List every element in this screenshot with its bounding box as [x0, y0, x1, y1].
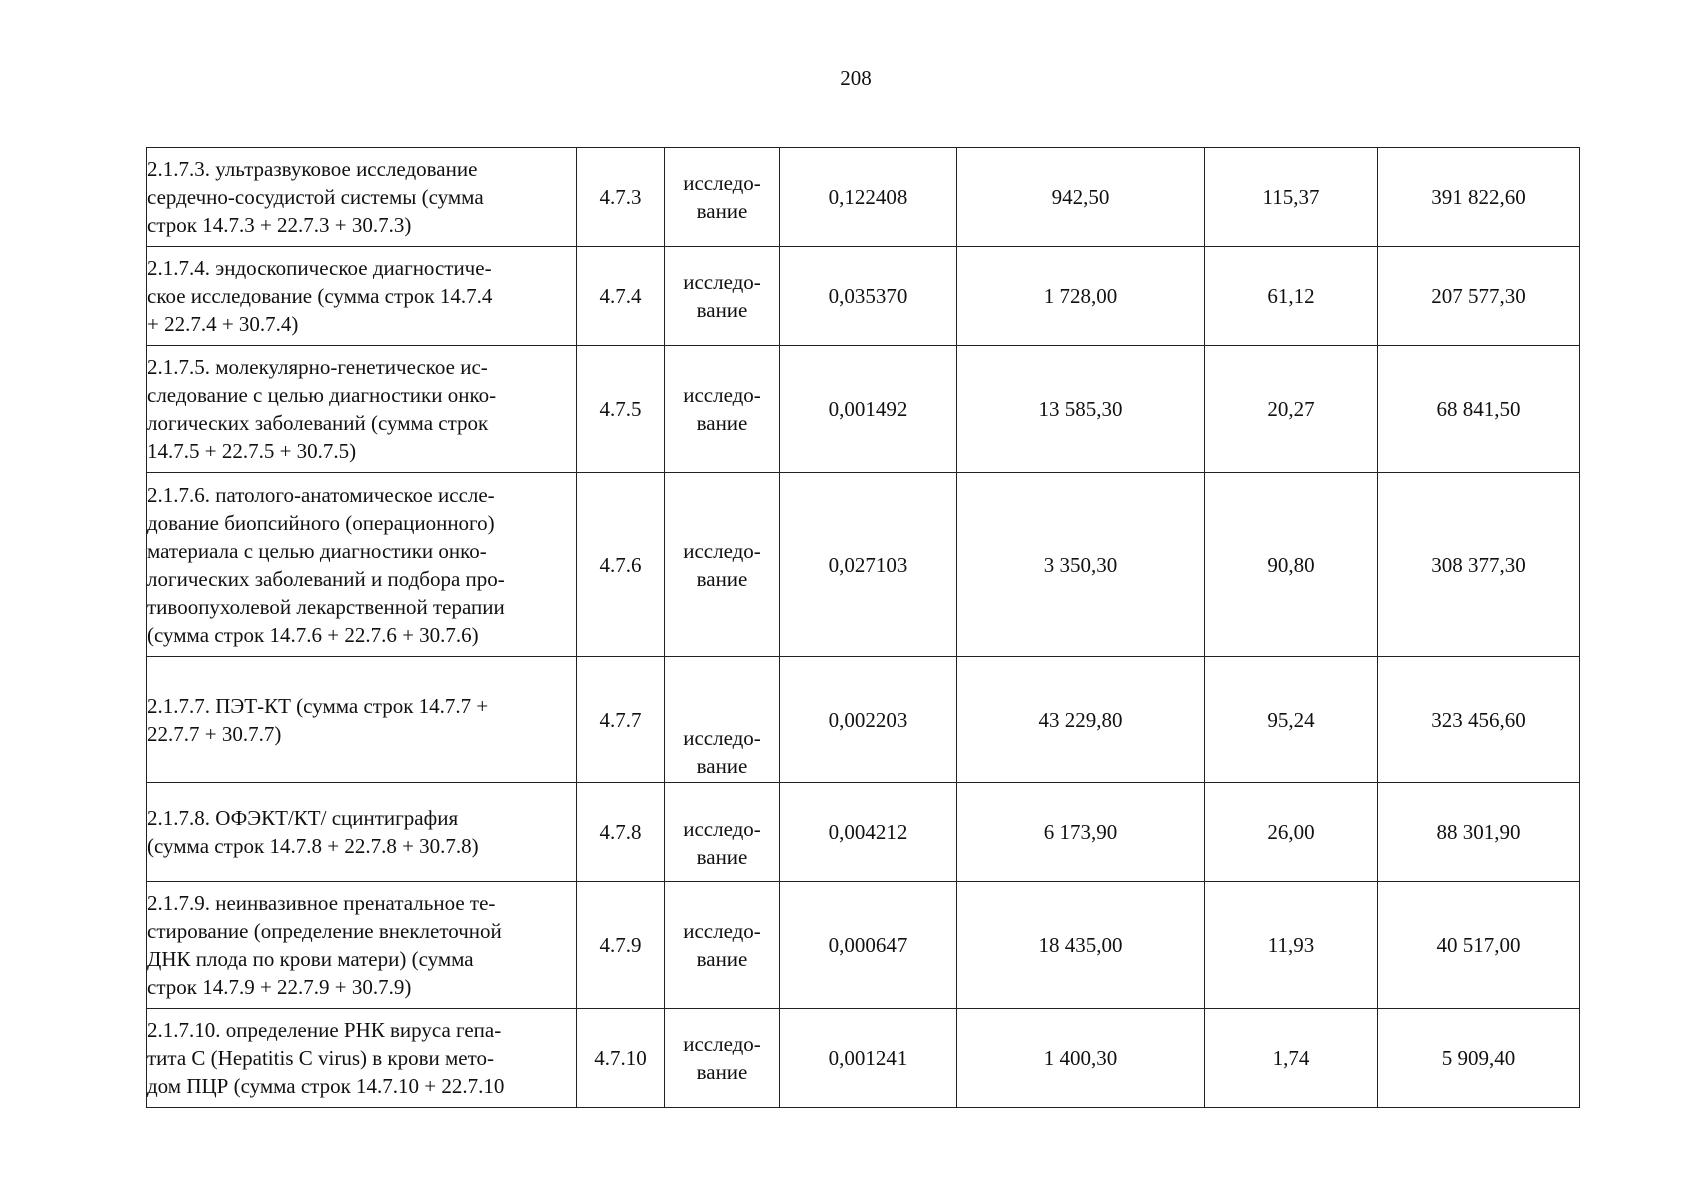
- row-code: 4.7.9: [577, 882, 665, 1009]
- row-unit: исследо- вание: [665, 1009, 780, 1108]
- row-total: 391 822,60: [1378, 148, 1580, 247]
- row-unit: исследо- вание: [665, 882, 780, 1009]
- row-rate: 0,027103: [780, 473, 957, 657]
- row-cost: 43 229,80: [957, 657, 1205, 783]
- row-per-capita: 90,80: [1205, 473, 1378, 657]
- table-row: [147, 783, 1580, 882]
- row-description: 2.1.7.8. ОФЭКТ/КТ/ сцинтиграфия (сумма строк 14.7.8 + 22.7.8 + 30.7.8): [147, 783, 577, 882]
- row-unit: исследо- вание: [665, 473, 780, 657]
- row-per-capita: 26,00: [1205, 783, 1378, 882]
- row-unit: исследо- вание: [665, 657, 780, 783]
- row-code: 4.7.6: [577, 473, 665, 657]
- row-cost: 1 728,00: [957, 247, 1205, 346]
- row-rate: 0,004212: [780, 783, 957, 882]
- row-unit: исследо- вание: [665, 346, 780, 473]
- row-unit: исследо- вание: [665, 247, 780, 346]
- row-total: 207 577,30: [1378, 247, 1580, 346]
- row-description: 2.1.7.9. неинвазивное пренатальное те- стирование (определение внеклеточной ДНК плода по крови матери) (сумма строк 14.7.9 + 22.7.9 + 30.7.9): [147, 882, 577, 1009]
- table-row: [147, 1009, 1580, 1108]
- row-rate: 0,035370: [780, 247, 957, 346]
- row-per-capita: 95,24: [1205, 657, 1378, 783]
- row-description: 2.1.7.3. ультразвуковое исследование сердечно-сосудистой системы (сумма строк 14.7.3 + 22.7.3 + 30.7.3): [147, 148, 577, 247]
- row-cost: 1 400,30: [957, 1009, 1205, 1108]
- table-row: [147, 657, 1580, 783]
- row-total: 323 456,60: [1378, 657, 1580, 783]
- row-total: 5 909,40: [1378, 1009, 1580, 1108]
- row-code: 4.7.8: [577, 783, 665, 882]
- page-number: 208: [840, 66, 872, 90]
- row-code: 4.7.10: [577, 1009, 665, 1108]
- data-table: [146, 147, 1580, 1108]
- row-rate: 0,002203: [780, 657, 957, 783]
- row-unit: исследо- вание: [665, 783, 780, 882]
- row-cost: 3 350,30: [957, 473, 1205, 657]
- row-unit: исследо- вание: [665, 148, 780, 247]
- table-row: [147, 247, 1580, 346]
- row-description: 2.1.7.5. молекулярно-генетическое ис- следование с целью диагностики онко- логических заболеваний (сумма строк 14.7.5 + 22.7.5 + 30.7.5): [147, 346, 577, 473]
- row-cost: 13 585,30: [957, 346, 1205, 473]
- row-per-capita: 20,27: [1205, 346, 1378, 473]
- row-cost: 942,50: [957, 148, 1205, 247]
- row-rate: 0,122408: [780, 148, 957, 247]
- table-row: [147, 473, 1580, 657]
- row-code: 4.7.4: [577, 247, 665, 346]
- table-row: [147, 346, 1580, 473]
- row-total: 88 301,90: [1378, 783, 1580, 882]
- row-rate: 0,000647: [780, 882, 957, 1009]
- row-total: 308 377,30: [1378, 473, 1580, 657]
- table-row: [147, 882, 1580, 1009]
- row-per-capita: 1,74: [1205, 1009, 1378, 1108]
- row-rate: 0,001492: [780, 346, 957, 473]
- row-total: 40 517,00: [1378, 882, 1580, 1009]
- row-code: 4.7.3: [577, 148, 665, 247]
- row-per-capita: 115,37: [1205, 148, 1378, 247]
- row-cost: 18 435,00: [957, 882, 1205, 1009]
- row-description: 2.1.7.4. эндоскопическое диагностиче- ское исследование (сумма строк 14.7.4 + 22.7.4 + 30.7.4): [147, 247, 577, 346]
- row-per-capita: 11,93: [1205, 882, 1378, 1009]
- row-total: 68 841,50: [1378, 346, 1580, 473]
- row-per-capita: 61,12: [1205, 247, 1378, 346]
- row-description: 2.1.7.10. определение РНК вируса гепа- тита С (Hepatitis C virus) в крови мето- дом ПЦР (сумма строк 14.7.10 + 22.7.10: [147, 1009, 577, 1108]
- row-cost: 6 173,90: [957, 783, 1205, 882]
- table-row: [147, 148, 1580, 247]
- row-code: 4.7.7: [577, 657, 665, 783]
- row-code: 4.7.5: [577, 346, 665, 473]
- row-description: 2.1.7.6. патолого-анатомическое иссле- дование биопсийного (операционного) материала с целью диагностики онко- логических заболеваний и подбора про- тивоопухолевой лекарственной терапии (сумма строк 14.7.6 + 22.7.6 + 30.7.6): [147, 473, 577, 657]
- row-description: 2.1.7.7. ПЭТ-КТ (сумма строк 14.7.7 + 22.7.7 + 30.7.7): [147, 657, 577, 783]
- row-rate: 0,001241: [780, 1009, 957, 1108]
